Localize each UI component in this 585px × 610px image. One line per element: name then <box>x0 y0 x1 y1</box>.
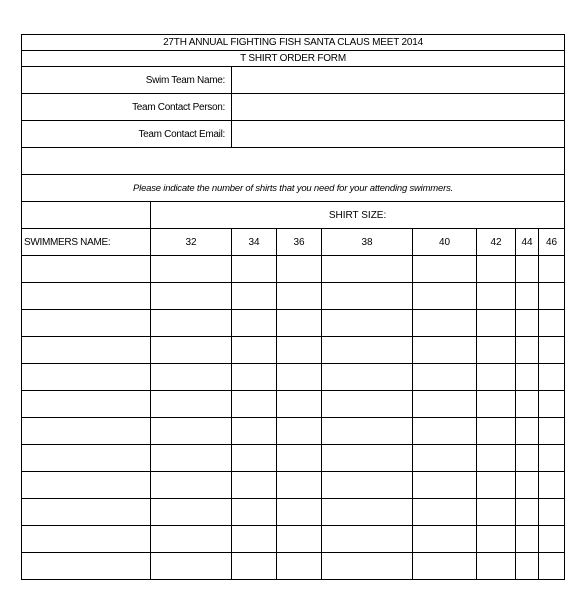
size-count-cell-42[interactable] <box>477 499 516 526</box>
size-count-cell-36[interactable] <box>277 526 322 553</box>
swimmer-row <box>22 364 565 391</box>
contact-person-label: Team Contact Person: <box>22 94 232 121</box>
size-count-cell-38[interactable] <box>322 445 413 472</box>
swimmer-name-cell[interactable] <box>22 310 151 337</box>
size-count-cell-46[interactable] <box>539 391 565 418</box>
size-count-cell-38[interactable] <box>322 499 413 526</box>
size-count-cell-34[interactable] <box>232 445 277 472</box>
size-count-cell-32[interactable] <box>151 310 232 337</box>
swimmer-name-cell[interactable] <box>22 418 151 445</box>
size-header-34: 34 <box>232 229 277 256</box>
swimmer-row <box>22 256 565 283</box>
size-count-cell-44[interactable] <box>516 283 539 310</box>
size-header-38: 38 <box>322 229 413 256</box>
size-count-cell-36[interactable] <box>277 364 322 391</box>
size-count-cell-40[interactable] <box>413 418 477 445</box>
size-header-32: 32 <box>151 229 232 256</box>
swimmer-rows <box>22 256 565 580</box>
size-count-cell-32[interactable] <box>151 337 232 364</box>
size-count-cell-36[interactable] <box>277 445 322 472</box>
size-count-cell-46[interactable] <box>539 364 565 391</box>
size-count-cell-38[interactable] <box>322 364 413 391</box>
size-count-cell-40[interactable] <box>413 526 477 553</box>
swimmer-row <box>22 499 565 526</box>
swimmer-row <box>22 337 565 364</box>
size-count-cell-34[interactable] <box>232 418 277 445</box>
size-count-cell-40[interactable] <box>413 337 477 364</box>
size-count-cell-32[interactable] <box>151 391 232 418</box>
size-count-cell-36[interactable] <box>277 391 322 418</box>
size-count-cell-32[interactable] <box>151 283 232 310</box>
size-count-cell-40[interactable] <box>413 553 477 580</box>
size-count-cell-46[interactable] <box>539 553 565 580</box>
size-count-cell-42[interactable] <box>477 445 516 472</box>
contact-email-label: Team Contact Email: <box>22 121 232 148</box>
swimmer-name-cell[interactable] <box>22 256 151 283</box>
swimmer-row <box>22 418 565 445</box>
size-count-cell-34[interactable] <box>232 472 277 499</box>
swimmer-name-cell[interactable] <box>22 337 151 364</box>
size-count-cell-34[interactable] <box>232 310 277 337</box>
swimmer-name-cell[interactable] <box>22 472 151 499</box>
swimmer-row <box>22 310 565 337</box>
size-header-36: 36 <box>277 229 322 256</box>
order-form-table <box>21 34 565 580</box>
size-count-cell-42[interactable] <box>477 283 516 310</box>
size-count-cell-46[interactable] <box>539 283 565 310</box>
size-count-cell-38[interactable] <box>322 526 413 553</box>
swimmer-name-cell[interactable] <box>22 499 151 526</box>
size-count-cell-40[interactable] <box>413 310 477 337</box>
swimmer-name-cell[interactable] <box>22 283 151 310</box>
size-count-cell-32[interactable] <box>151 553 232 580</box>
size-count-cell-46[interactable] <box>539 526 565 553</box>
size-count-cell-44[interactable] <box>516 364 539 391</box>
size-count-cell-44[interactable] <box>516 256 539 283</box>
size-count-cell-40[interactable] <box>413 472 477 499</box>
size-count-cell-40[interactable] <box>413 364 477 391</box>
size-count-cell-36[interactable] <box>277 310 322 337</box>
swimmer-row <box>22 526 565 553</box>
size-count-cell-38[interactable] <box>322 391 413 418</box>
form-subtitle: T SHIRT ORDER FORM <box>22 51 565 67</box>
size-count-cell-46[interactable] <box>539 337 565 364</box>
size-count-cell-36[interactable] <box>277 256 322 283</box>
size-count-cell-44[interactable] <box>516 391 539 418</box>
size-count-cell-42[interactable] <box>477 364 516 391</box>
size-count-cell-44[interactable] <box>516 337 539 364</box>
size-count-cell-38[interactable] <box>322 310 413 337</box>
size-count-cell-40[interactable] <box>413 391 477 418</box>
size-count-cell-34[interactable] <box>232 283 277 310</box>
size-header-42: 42 <box>477 229 516 256</box>
size-count-cell-46[interactable] <box>539 310 565 337</box>
swimmer-name-cell[interactable] <box>22 553 151 580</box>
form-title: 27TH ANNUAL FIGHTING FISH SANTA CLAUS MEET 2014 <box>22 35 565 51</box>
size-count-cell-32[interactable] <box>151 256 232 283</box>
size-count-cell-44[interactable] <box>516 472 539 499</box>
size-count-cell-40[interactable] <box>413 499 477 526</box>
instruction-text: Please indicate the number of shirts that you need for your attending swimmers. <box>22 175 565 202</box>
size-count-cell-36[interactable] <box>277 472 322 499</box>
size-count-cell-44[interactable] <box>516 310 539 337</box>
swimmer-name-cell[interactable] <box>22 526 151 553</box>
size-count-cell-32[interactable] <box>151 526 232 553</box>
size-header-44: 44 <box>516 229 539 256</box>
contact-email-field[interactable] <box>232 121 565 148</box>
size-count-cell-38[interactable] <box>322 553 413 580</box>
team-name-label: Swim Team Name: <box>22 67 232 94</box>
size-count-cell-42[interactable] <box>477 472 516 499</box>
size-count-cell-34[interactable] <box>232 364 277 391</box>
size-count-cell-46[interactable] <box>539 418 565 445</box>
size-count-cell-36[interactable] <box>277 337 322 364</box>
blank-row <box>22 148 565 175</box>
size-count-cell-38[interactable] <box>322 283 413 310</box>
size-count-cell-34[interactable] <box>232 499 277 526</box>
size-count-cell-44[interactable] <box>516 553 539 580</box>
size-count-cell-38[interactable] <box>322 418 413 445</box>
size-count-cell-38[interactable] <box>322 337 413 364</box>
spacer-cell <box>22 202 151 229</box>
size-count-cell-34[interactable] <box>232 526 277 553</box>
size-count-cell-44[interactable] <box>516 499 539 526</box>
size-count-cell-32[interactable] <box>151 445 232 472</box>
size-count-cell-46[interactable] <box>539 445 565 472</box>
shirt-size-label: SHIRT SIZE: <box>151 202 565 229</box>
size-count-cell-40[interactable] <box>413 283 477 310</box>
swimmer-row <box>22 472 565 499</box>
size-count-cell-40[interactable] <box>413 445 477 472</box>
size-count-cell-32[interactable] <box>151 418 232 445</box>
swimmer-name-cell[interactable] <box>22 391 151 418</box>
swimmer-name-cell[interactable] <box>22 364 151 391</box>
size-count-cell-32[interactable] <box>151 472 232 499</box>
contact-person-field[interactable] <box>232 94 565 121</box>
size-count-cell-40[interactable] <box>413 256 477 283</box>
size-count-cell-36[interactable] <box>277 283 322 310</box>
size-count-cell-36[interactable] <box>277 499 322 526</box>
size-count-cell-34[interactable] <box>232 553 277 580</box>
size-count-cell-44[interactable] <box>516 418 539 445</box>
size-count-cell-44[interactable] <box>516 445 539 472</box>
size-count-cell-36[interactable] <box>277 553 322 580</box>
size-header-46: 46 <box>539 229 565 256</box>
team-name-field[interactable] <box>232 67 565 94</box>
size-count-cell-42[interactable] <box>477 526 516 553</box>
size-count-cell-46[interactable] <box>539 472 565 499</box>
size-count-cell-34[interactable] <box>232 256 277 283</box>
size-count-cell-42[interactable] <box>477 310 516 337</box>
size-count-cell-38[interactable] <box>322 256 413 283</box>
size-count-cell-32[interactable] <box>151 364 232 391</box>
size-header-40: 40 <box>413 229 477 256</box>
swimmer-row <box>22 553 565 580</box>
size-count-cell-34[interactable] <box>232 391 277 418</box>
swimmer-row <box>22 391 565 418</box>
size-count-cell-46[interactable] <box>539 256 565 283</box>
size-count-cell-36[interactable] <box>277 418 322 445</box>
size-count-cell-32[interactable] <box>151 499 232 526</box>
size-count-cell-38[interactable] <box>322 472 413 499</box>
swimmer-name-cell[interactable] <box>22 445 151 472</box>
size-count-cell-42[interactable] <box>477 418 516 445</box>
size-count-cell-46[interactable] <box>539 499 565 526</box>
size-count-cell-42[interactable] <box>477 256 516 283</box>
size-count-cell-44[interactable] <box>516 526 539 553</box>
swimmers-name-header: SWIMMERS NAME: <box>22 229 151 256</box>
size-count-cell-34[interactable] <box>232 337 277 364</box>
swimmer-row <box>22 445 565 472</box>
swimmer-row <box>22 283 565 310</box>
size-count-cell-42[interactable] <box>477 553 516 580</box>
size-count-cell-42[interactable] <box>477 337 516 364</box>
size-count-cell-42[interactable] <box>477 391 516 418</box>
